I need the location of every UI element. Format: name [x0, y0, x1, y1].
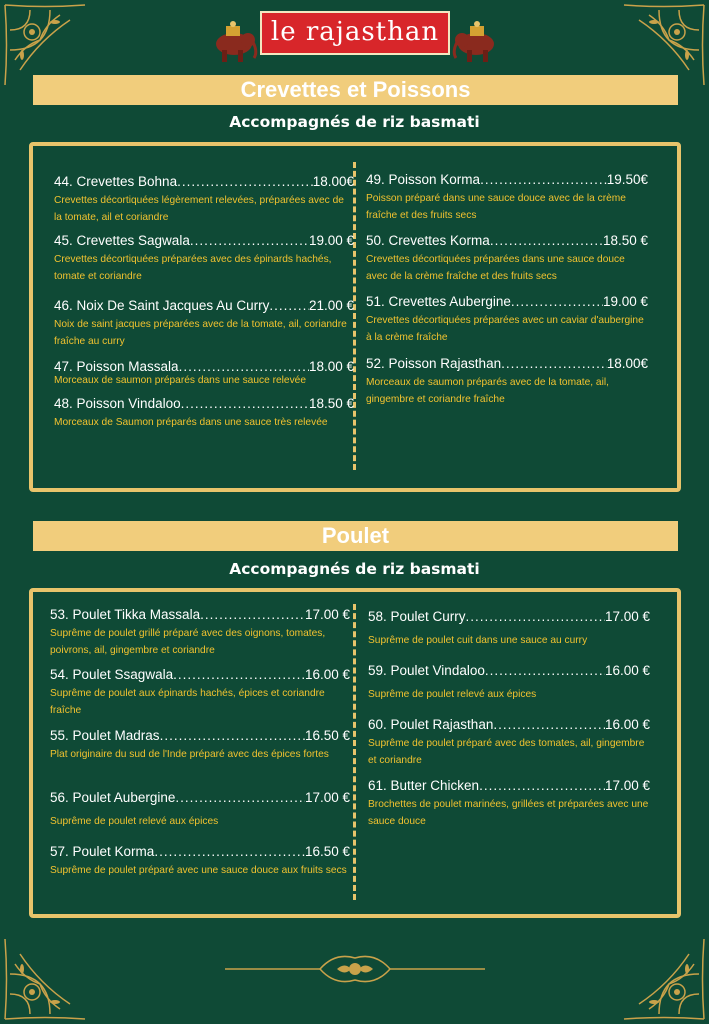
menu-item	[368, 609, 650, 649]
dish-name: 56. Poulet Aubergine	[50, 790, 176, 805]
dish-description: Suprême de poulet aux épinards hachés, épices et coriandre fraîche	[50, 688, 325, 716]
dish-name: 53. Poulet Tikka Massala	[50, 607, 201, 622]
dish-price: 17.00 €	[604, 778, 650, 793]
menu-item	[50, 728, 350, 763]
dish-price: 19.50€	[606, 172, 648, 187]
dish-name: 46. Noix De Saint Jacques Au Curry	[54, 298, 270, 313]
menu-item	[54, 298, 354, 350]
dish-description: Plat originaire du sud de l'Inde préparé avec des épices fortes	[50, 749, 329, 760]
dish-price: 19.00 €	[602, 294, 648, 309]
menu-item	[368, 663, 650, 703]
dish-name: 60. Poulet Rajasthan	[368, 717, 494, 732]
dish-description: Poisson préparé dans une sauce douce avec de la crème fraîche et des fruits secs	[366, 193, 626, 221]
section-title: Poulet	[33, 521, 678, 551]
dish-description: Suprême de poulet relevé aux épices	[368, 689, 537, 700]
dish-price: 17.00 €	[304, 790, 350, 805]
dish-price: 18.00€	[606, 356, 648, 371]
menu-item	[50, 844, 350, 879]
dish-name: 51. Crevettes Aubergine	[366, 294, 511, 309]
menu-item	[50, 607, 350, 659]
menu-item	[366, 172, 648, 224]
dish-description: Morceaux de saumon préparés avec de la tomate, ail, gingembre et coriandre fraîche	[366, 377, 609, 405]
dish-price: 17.00 €	[304, 607, 350, 622]
dish-description: Morceaux de saumon préparés dans une sauce relevée	[54, 375, 307, 386]
dish-price: 16.00 €	[304, 667, 350, 682]
dish-price: 21.00 €	[308, 298, 354, 313]
dish-name: 61. Butter Chicken	[368, 778, 480, 793]
dish-price: 16.00 €	[604, 663, 650, 678]
menu-item	[54, 233, 354, 285]
menu-item	[54, 174, 354, 226]
header-logo	[208, 8, 502, 66]
dish-description: Suprême de poulet préparé avec une sauce douce aux fruits secs	[50, 865, 347, 876]
dish-description: Brochettes de poulet marinées, grillées et préparées avec une sauce douce	[368, 799, 649, 827]
dish-name: 49. Poisson Korma	[366, 172, 481, 187]
dish-name: 50. Crevettes Korma	[366, 233, 490, 248]
menu-item	[368, 717, 650, 769]
dish-name: 48. Poisson Vindaloo	[54, 396, 181, 411]
dish-name: 57. Poulet Korma	[50, 844, 155, 859]
dish-price: 18.50 €	[602, 233, 648, 248]
menu-item	[366, 356, 648, 408]
dish-name: 44. Crevettes Bohna	[54, 174, 178, 189]
elephant-icon	[452, 18, 502, 64]
dish-name: 52. Poisson Rajasthan	[366, 356, 502, 371]
dish-description: Crevettes décortiquées légèrement relevées, préparées avec de la tomate, ail et coriandre	[54, 195, 344, 223]
dish-price: 19.00 €	[308, 233, 354, 248]
menu-item	[366, 294, 648, 346]
column-divider	[353, 604, 356, 900]
dish-price: 16.50 €	[304, 844, 350, 859]
dish-description: Crevettes décortiquées préparées dans une sauce douce avec de la crème fraîche et des fruits secs	[366, 254, 625, 282]
dish-price: 18.50 €	[308, 396, 354, 411]
dish-name: 47. Poisson Massala	[54, 359, 179, 374]
dish-price: 16.50 €	[304, 728, 350, 743]
dish-price: 18.00 €	[308, 359, 354, 374]
dish-description: Suprême de poulet relevé aux épices	[50, 816, 219, 827]
dish-description: Morceaux de Saumon préparés dans une sauce très relevée	[54, 417, 328, 428]
dish-name: 55. Poulet Madras	[50, 728, 160, 743]
dish-description: Suprême de poulet grillé préparé avec des oignons, tomates, poivrons, ail, gingembre et coriandre	[50, 628, 326, 656]
brand-logo: le rajasthan	[260, 11, 450, 55]
dish-description: Crevettes décortiquées préparées avec un caviar d'aubergine à la crème fraîche	[366, 315, 644, 343]
dish-name: 59. Poulet Vindaloo	[368, 663, 485, 678]
elephant-icon	[208, 18, 258, 64]
menu-item	[366, 233, 648, 285]
menu-item	[50, 790, 350, 830]
dish-description: Suprême de poulet préparé avec des tomates, ail, gingembre et coriandre	[368, 738, 645, 766]
dish-price: 16.00 €	[604, 717, 650, 732]
dish-price: 17.00 €	[604, 609, 650, 624]
dish-name: 58. Poulet Curry	[368, 609, 466, 624]
dish-name: 54. Poulet Ssagwala	[50, 667, 174, 682]
corner-ornament-icon	[0, 934, 90, 1024]
dish-price: 18.00€	[312, 174, 354, 189]
dish-description: Suprême de poulet cuit dans une sauce au curry	[368, 635, 588, 646]
menu-item	[54, 359, 354, 389]
dish-description: Crevettes décortiquées préparées avec des épinards hachés, tomate et coriandre	[54, 254, 332, 282]
footer-ornament-icon	[225, 948, 485, 990]
menu-item	[50, 667, 350, 719]
dish-name: 45. Crevettes Sagwala	[54, 233, 190, 248]
section-subtitle: Accompagnés de riz basmati	[229, 113, 480, 131]
dish-description: Noix de saint jacques préparées avec de la tomate, ail, coriandre fraîche au curry	[54, 319, 347, 347]
corner-ornament-icon	[619, 934, 709, 1024]
menu-item	[368, 778, 650, 830]
section-title: Crevettes et Poissons	[33, 75, 678, 105]
section-subtitle: Accompagnés de riz basmati	[229, 560, 480, 578]
menu-item	[54, 396, 354, 431]
